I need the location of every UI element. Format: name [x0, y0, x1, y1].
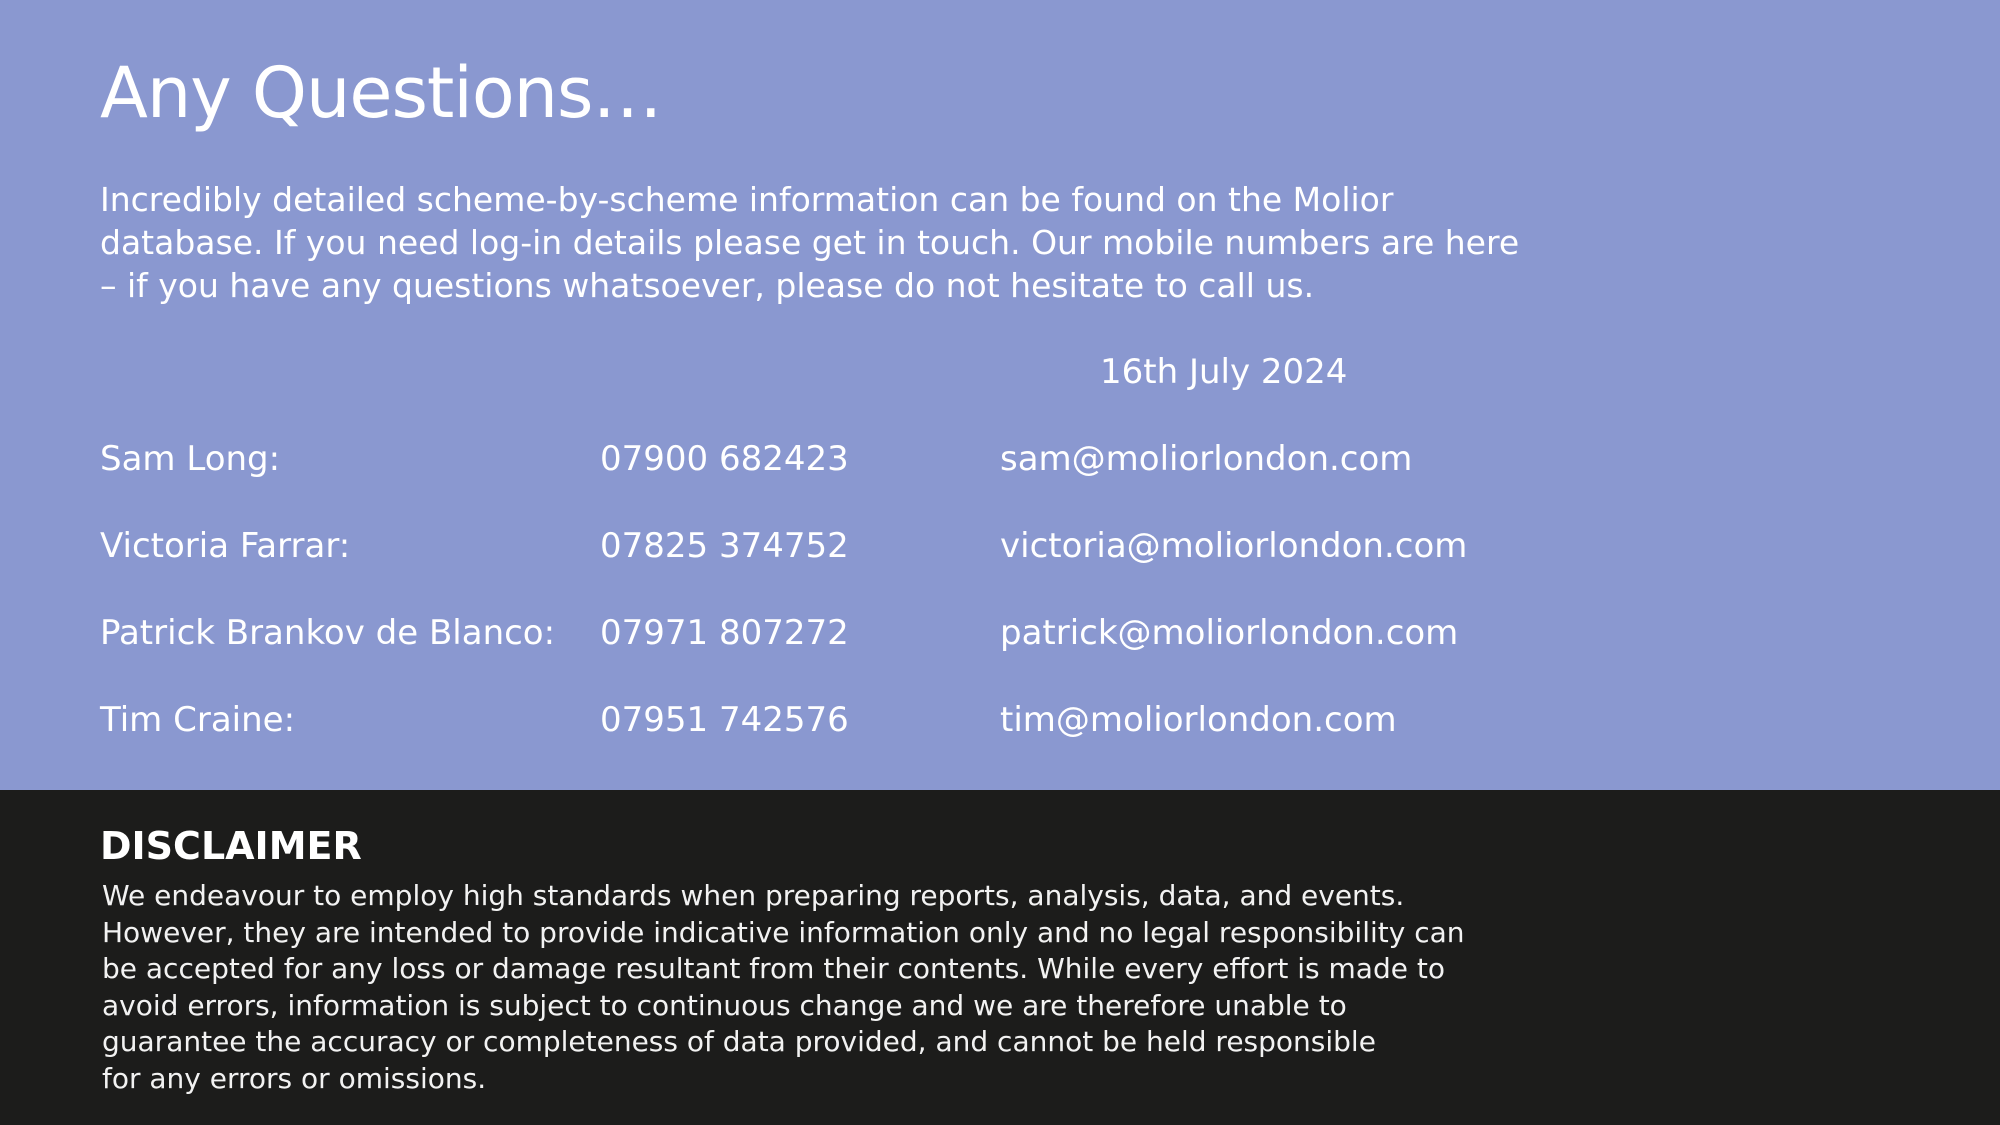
disclaimer-line: However, they are intended to provide indicative information only and no legal responsibility can: [102, 915, 1465, 949]
page-title: Any Questions…: [100, 52, 662, 134]
contact-name: Victoria Farrar:: [100, 526, 351, 566]
contact-name: Tim Craine:: [100, 700, 296, 740]
contact-email: tim@moliorlondon.com: [1000, 700, 1397, 740]
disclaimer-line: be accepted for any loss or damage resultant from their contents. While every effort is made to: [102, 952, 1445, 986]
contact-phone: 07971 807272: [600, 613, 849, 653]
contact-row: [100, 434, 1560, 484]
disclaimer-line: We endeavour to employ high standards when preparing reports, analysis, data, and events.: [102, 879, 1405, 912]
disclaimer-line: guarantee the accuracy or completeness of data provided, and cannot be held responsible: [102, 1025, 1376, 1059]
date-label: 16th July 2024: [1100, 352, 1348, 392]
disclaimer-text: [102, 878, 1542, 1098]
disclaimer-line: avoid errors, information is subject to continuous change and we are therefore unable to: [102, 988, 1347, 1022]
contact-row: [100, 608, 1560, 658]
intro-paragraph: Incredibly detailed scheme-by-scheme information can be found on the Molior database. If you need log-in details please get in touch. Our mobile numbers are here – if you have any questions whatsoever, please do not hesitate to call us.: [100, 180, 1520, 305]
contact-phone: 07900 682423: [600, 439, 849, 479]
contact-row: [100, 695, 1560, 745]
disclaimer-heading: DISCLAIMER: [100, 824, 362, 868]
contact-phone: 07825 374752: [600, 526, 849, 566]
contact-email: victoria@moliorlondon.com: [1000, 526, 1468, 566]
contact-name: Sam Long:: [100, 439, 281, 479]
disclaimer-line: for any errors or omissions.: [102, 1061, 487, 1095]
contact-email: patrick@moliorlondon.com: [1000, 613, 1459, 653]
contact-name: Patrick Brankov de Blanco:: [100, 613, 556, 653]
contact-row: [100, 521, 1560, 571]
contact-email: sam@moliorlondon.com: [1000, 439, 1413, 479]
contact-phone: 07951 742576: [600, 700, 849, 740]
